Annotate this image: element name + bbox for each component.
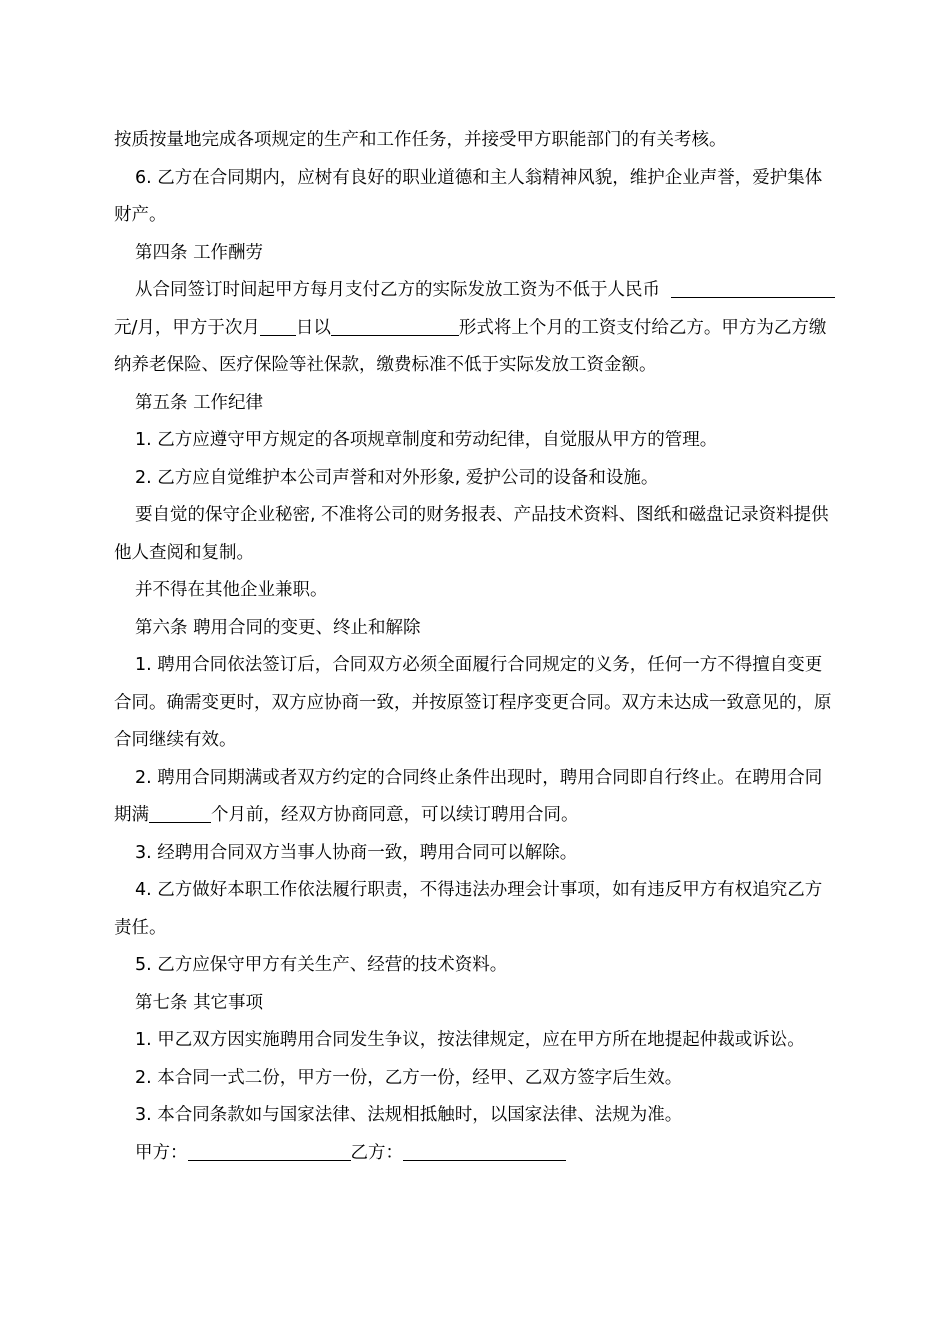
paragraph-other-1: 1. 甲乙双方因实施聘用合同发生争议，按法律规定，应在甲方所在地提起仲裁或诉讼。: [135, 1030, 805, 1050]
party-b-signature-blank: [403, 1142, 566, 1161]
pay-day-blank: [260, 317, 296, 336]
salary-text-a: 从合同签订时间起甲方每月支付乙方的实际发放工资为不低于人民币: [135, 280, 660, 300]
paragraph-other-3: 3. 本合同条款如与国家法律、法规相抵触时，以国家法律、法规为准。: [135, 1105, 683, 1125]
paragraph-discipline-1: 1. 乙方应遵守甲方规定的各项规章制度和劳动纪律，自觉服从甲方的管理。: [135, 430, 718, 450]
paragraph-other-2: 2. 本合同一式二份，甲方一份，乙方一份，经甲、乙双方签字后生效。: [135, 1067, 683, 1088]
section-heading-7: 第七条 其它事项: [135, 992, 264, 1013]
paragraph-salary: [114, 272, 836, 385]
paragraph-discipline-2: 2. 乙方应自觉维护本公司声誉和对外形象, 爱护公司的设备和设施。: [135, 467, 659, 488]
renewal-text-b: 个月前，经双方协商同意，可以续订聘用合同。: [211, 805, 579, 825]
renewal-months-blank: [149, 805, 211, 824]
salary-amount-blank-cont: [785, 280, 835, 299]
section-heading-5: 第五条 工作纪律: [135, 392, 264, 413]
paragraph-no-moonlighting: 并不得在其他企业兼职。: [135, 580, 328, 600]
paragraph-item-6: 6. 乙方在合同期内，应树有良好的职业道德和主人翁精神风貌，维护企业声誉，爱护集体财产。: [114, 167, 823, 225]
salary-text-d: 形式将上个月的工资支付给乙方。甲方为乙方缴纳养老保险、医疗保险等社保款，缴费标准不低于实际发放工资金额。: [114, 317, 827, 375]
paragraph-change-4: 4. 乙方做好本职工作依法履行职责，不得违法办理会计事项，如有违反甲方有权追究乙方责任。: [114, 880, 823, 938]
paragraph-change-2: [114, 760, 836, 835]
section-heading-4: 第四条 工作酬劳: [135, 242, 264, 263]
pay-method-blank: [331, 317, 459, 336]
salary-amount-blank: [671, 280, 785, 299]
salary-text-c: 日以: [295, 317, 331, 338]
party-b-label: 乙方：: [350, 1142, 403, 1163]
renewal-text-a: 2. 聘用合同期满或者双方约定的合同终止条件出现时，聘用合同即自行终止。在聘用合同期满: [114, 767, 823, 825]
section-heading-6: 第六条 聘用合同的变更、终止和解除: [135, 617, 421, 638]
paragraph-change-3: 3. 经聘用合同双方当事人协商一致，聘用合同可以解除。: [135, 842, 578, 863]
document-body: [114, 122, 836, 1172]
paragraph-continuation: 按质按量地完成各项规定的生产和工作任务，并接受甲方职能部门的有关考核。: [114, 130, 727, 150]
party-a-signature-blank: [188, 1142, 351, 1161]
salary-text-b: 元/月，甲方于次月: [114, 317, 260, 338]
paragraph-change-1: 1. 聘用合同依法签订后，合同双方必须全面履行合同规定的义务，任何一方不得擅自变更合同。确需变更时，双方应协商一致，并按原签订程序变更合同。双方未达成一致意见的，原合同继续有效。: [114, 655, 832, 750]
paragraph-confidentiality: 要自觉的保守企业秘密, 不准将公司的财务报表、产品技术资料、图纸和磁盘记录资料提供他人查阅和复制。: [114, 505, 829, 563]
paragraph-change-5: 5. 乙方应保守甲方有关生产、经营的技术资料。: [135, 955, 508, 975]
signature-line: [114, 1135, 836, 1173]
party-a-label: 甲方：: [135, 1142, 188, 1163]
